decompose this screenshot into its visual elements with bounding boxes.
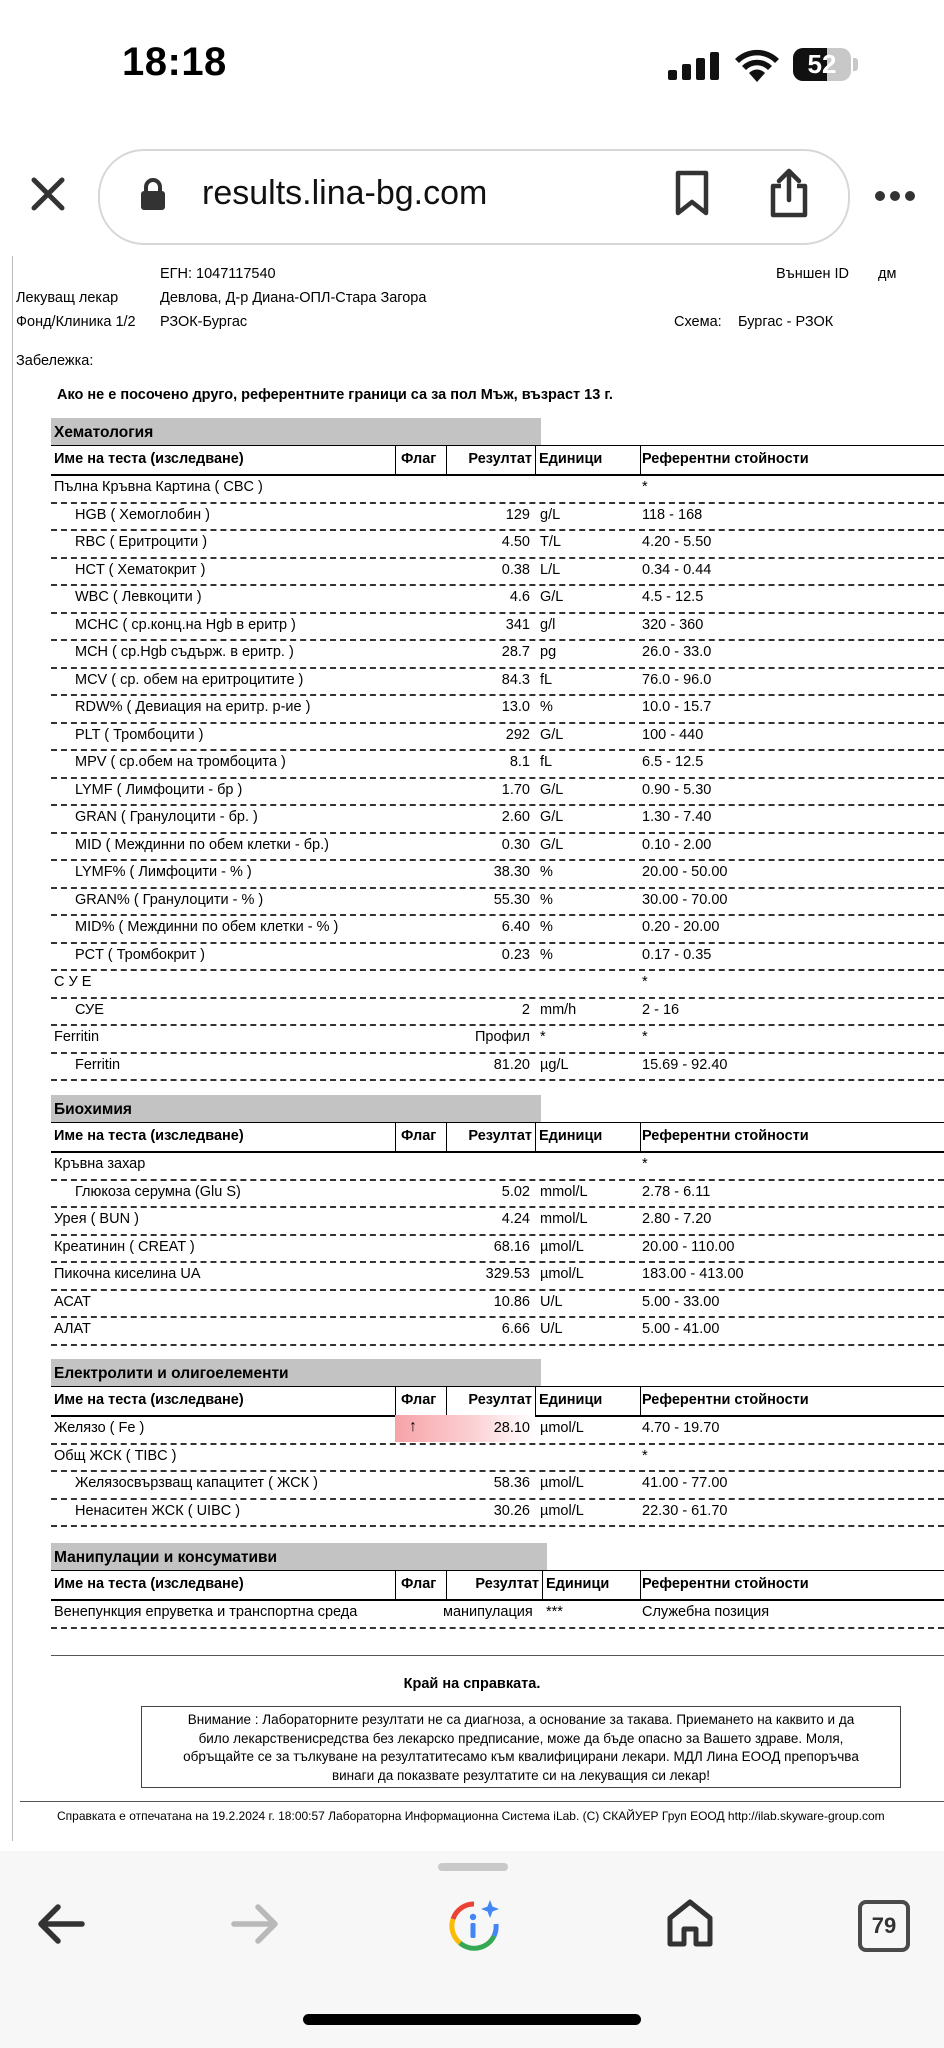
reference-range: 1.30 - 7.40 (642, 809, 712, 825)
section-title: Хематология (51, 418, 541, 445)
note-label: Забележка: (16, 353, 94, 369)
test-name: АЛАТ (54, 1321, 91, 1337)
battery-level: 52 (807, 49, 837, 79)
header-result: Резултат (475, 1576, 539, 1592)
reference-range: 76.0 - 96.0 (642, 671, 712, 688)
print-divider (20, 1801, 944, 1802)
table-row (51, 667, 944, 697)
unit-value: U/L (540, 1293, 563, 1310)
result-value: 8.1 (509, 754, 530, 770)
test-name: MID% ( Междинни по обем клетки - % ) (75, 919, 339, 935)
reference-range: * (642, 1029, 648, 1045)
column-divider (640, 446, 641, 474)
reference-range: 0.17 - 0.35 (642, 946, 712, 963)
reference-range: 15.69 - 92.40 (642, 1056, 728, 1073)
wifi-icon (734, 48, 780, 82)
table-row (51, 832, 944, 862)
reference-range: 4.20 - 5.50 (642, 534, 712, 550)
test-name: GRAN ( Гранулоцити - бр. ) (75, 809, 258, 825)
result-value: 13.0 (501, 699, 530, 715)
unit-value: G/L (540, 726, 564, 743)
unit-value: % (540, 864, 553, 880)
table-row (51, 474, 944, 504)
table-row (51, 722, 944, 752)
test-name: С У Е (54, 974, 92, 990)
header-result: Резултат (468, 1128, 532, 1144)
header-result: Резултат (468, 451, 532, 467)
header-name: Име на теста (изследване) (54, 1576, 244, 1592)
table-row (51, 1024, 944, 1054)
test-name: MPV ( ср.обем на тромбоцита ) (75, 754, 286, 770)
reference-note: Ако не е посочено друго, референтните граници са за пол Мъж, възраст 13 г. (57, 387, 613, 403)
scheme-label: Схема: (674, 314, 722, 330)
cellular-signal-icon (668, 52, 720, 80)
test-name: MCH ( ср.Hgb съдърж. в еритр. ) (75, 644, 294, 660)
tabs-count-button[interactable]: 79 (858, 1900, 910, 1952)
result-value: 0.30 (501, 836, 530, 853)
table-row (51, 639, 944, 669)
column-divider (535, 446, 536, 474)
header-reference: Референтни стойности (642, 1576, 809, 1592)
test-name: АСАТ (54, 1293, 91, 1310)
close-icon[interactable] (30, 176, 66, 212)
unit-value: µmol/L (540, 1238, 584, 1255)
table-row (51, 1151, 944, 1181)
column-divider (535, 1123, 536, 1151)
reference-range: 20.00 - 110.00 (642, 1238, 735, 1255)
result-value: 58.36 (493, 1475, 530, 1491)
test-name: RDW% ( Девиация на еритр. р-ие ) (75, 699, 311, 715)
test-name: Пълна Кръвна Картина ( CBC ) (54, 479, 263, 495)
unit-value: U/L (540, 1321, 563, 1337)
table-row (51, 997, 944, 1027)
reference-range: 5.00 - 41.00 (642, 1321, 720, 1337)
unit-value: g/l (540, 616, 556, 633)
reference-range: 20.00 - 50.00 (642, 864, 728, 880)
table-row (51, 1179, 944, 1209)
test-name: Желязосвързващ капацитет ( ЖСК ) (75, 1475, 318, 1491)
reference-range: 100 - 440 (642, 726, 704, 743)
result-value: 28.10 (493, 1420, 530, 1436)
unit-value: µmol/L (540, 1420, 584, 1436)
header-name: Име на теста (изследване) (54, 451, 244, 467)
table-header (51, 445, 944, 476)
column-divider (395, 1123, 396, 1151)
test-name: MCV ( ср. обем на еритроцитите ) (75, 671, 304, 688)
result-value: 5.02 (501, 1183, 530, 1200)
table-row (51, 1415, 944, 1445)
column-divider (640, 1571, 641, 1599)
unit-value: % (540, 919, 553, 935)
end-of-report: Край на справката. (403, 1676, 541, 1692)
table-row (51, 694, 944, 724)
test-name: HGB ( Хемоглобин ) (75, 506, 211, 523)
table-row (51, 1470, 944, 1500)
table-row (51, 887, 944, 917)
test-name: Общ ЖСК ( TIBC ) (54, 1447, 177, 1464)
table-row (51, 942, 944, 972)
table-row (51, 969, 944, 999)
url-text[interactable]: results.lina-bg.com (202, 174, 488, 212)
header-reference: Референтни стойности (642, 451, 809, 467)
warning-line: Внимание : Лабораторните резултати не са диагноза, а основание за такава. Приемането на каквито и да (187, 1712, 855, 1727)
unit-value: mmol/L (540, 1183, 588, 1200)
result-value: 4.50 (501, 534, 530, 550)
reference-range: 10.0 - 15.7 (642, 699, 712, 715)
column-divider (640, 1387, 641, 1415)
table-row (51, 749, 944, 779)
warning-line: било лекарственисредства без лекарско предписание, може да бъде опасно за Вашето здраве. Моля, (198, 1730, 844, 1746)
header-flag: Флаг (401, 1128, 437, 1144)
test-name: Кръвна захар (54, 1156, 146, 1172)
test-name: Пикочна киселина UA (54, 1266, 201, 1282)
scheme-value: Бургас - РЗОК (738, 314, 834, 330)
header-units: Единици (539, 451, 603, 467)
table-row (51, 502, 944, 532)
warning-line: обръщайте се за тълкуване на резултатитесамо към квалифицирани лекари. МДЛ Лина ЕООД препоръчва (183, 1749, 859, 1764)
result-value: 4.24 (501, 1211, 530, 1227)
result-value: 55.30 (493, 891, 530, 908)
table-row (51, 804, 944, 834)
table-row (51, 529, 944, 559)
unit-value: % (540, 946, 553, 963)
table-row (51, 1052, 944, 1082)
reference-range: * (642, 974, 648, 990)
home-icon[interactable] (666, 1898, 714, 1948)
bookmark-icon[interactable] (674, 170, 710, 216)
external-id-value: дм (878, 266, 897, 282)
column-divider (446, 446, 447, 474)
reference-range: * (642, 479, 648, 495)
reference-range: Служебна позиция (642, 1604, 770, 1620)
result-value: 341 (505, 616, 530, 633)
test-name: PLT ( Тромбоцити ) (75, 726, 204, 743)
unit-value: G/L (540, 809, 564, 825)
reference-range: 0.90 - 5.30 (642, 781, 712, 798)
unit-value: mmol/L (540, 1211, 588, 1227)
reference-range: * (642, 1156, 648, 1172)
header-name: Име на теста (изследване) (54, 1392, 244, 1408)
result-value: 38.30 (493, 864, 530, 880)
column-divider (535, 1387, 536, 1415)
unit-value: µmol/L (540, 1266, 584, 1282)
table-row (51, 1289, 944, 1319)
doctor-label: Лекуващ лекар (16, 290, 119, 306)
unit-value: % (540, 699, 553, 715)
warning-box (141, 1706, 901, 1788)
battery-icon (793, 48, 851, 81)
header-flag: Флаг (401, 1576, 437, 1592)
result-value: манипулация (443, 1604, 533, 1620)
header-units: Единици (539, 1128, 603, 1144)
header-result: Резултат (468, 1392, 532, 1408)
result-value: 1.70 (501, 781, 530, 798)
test-name: HCT ( Хематокрит ) (75, 561, 206, 578)
test-name: Урея ( BUN ) (54, 1211, 139, 1227)
table-row (51, 1261, 944, 1291)
result-value: 329.53 (485, 1266, 530, 1282)
reference-range: 22.30 - 61.70 (642, 1502, 728, 1519)
flag-up-arrow: ↑ (409, 1418, 417, 1435)
section-title: Биохимия (51, 1095, 541, 1122)
unit-value: pg (540, 644, 557, 660)
column-divider (395, 446, 396, 474)
table-header (51, 1570, 944, 1601)
test-name: Желязо ( Fe ) (54, 1420, 145, 1436)
header-units: Единици (539, 1392, 603, 1408)
test-name: RBC ( Еритроцити ) (75, 534, 208, 550)
back-arrow-icon[interactable] (36, 1903, 86, 1945)
reference-range: * (642, 1447, 648, 1464)
table-row (51, 1316, 944, 1346)
column-divider (446, 1571, 447, 1599)
test-name: Креатинин ( CREAT ) (54, 1238, 195, 1255)
reference-range: 0.34 - 0.44 (642, 561, 712, 578)
reference-range: 2 - 16 (642, 1001, 680, 1018)
reference-range: 2.80 - 7.20 (642, 1211, 712, 1227)
result-value: 81.20 (493, 1056, 530, 1073)
reference-range: 41.00 - 77.00 (642, 1475, 728, 1491)
result-value: 6.66 (501, 1321, 530, 1337)
unit-value: *** (546, 1604, 563, 1620)
test-name: СУЕ (75, 1001, 104, 1018)
unit-value: fL (540, 671, 553, 688)
result-value: 6.40 (501, 919, 530, 935)
result-value: 2.60 (501, 809, 530, 825)
share-icon[interactable] (768, 168, 810, 218)
result-value: 2 (521, 1001, 530, 1018)
table-row (51, 584, 944, 614)
test-name: MCHC ( ср.конц.на Hgb в еритр ) (75, 616, 296, 633)
unit-value: g/L (540, 506, 561, 523)
lab-report (0, 256, 944, 1851)
unit-value: % (540, 891, 553, 908)
table-row (51, 1443, 944, 1473)
test-name: LYMF ( Лимфоцити - бр ) (75, 781, 243, 798)
test-name: Глюкоза серумна (Glu S) (75, 1183, 241, 1200)
unit-value: µg/L (540, 1056, 569, 1073)
result-value: 0.38 (501, 561, 530, 578)
more-options-icon[interactable] (874, 190, 916, 202)
result-value: 30.26 (493, 1502, 530, 1519)
result-value: 10.86 (493, 1293, 530, 1310)
result-value: 84.3 (501, 671, 530, 688)
end-divider (51, 1655, 944, 1656)
header-flag: Флаг (401, 1392, 437, 1408)
column-divider (395, 1387, 396, 1415)
test-name: Ferritin (75, 1056, 121, 1073)
battery-nub (853, 58, 858, 71)
unit-value: T/L (540, 534, 561, 550)
unit-value: µmol/L (540, 1475, 584, 1491)
table-row (51, 1498, 944, 1528)
home-indicator[interactable] (303, 2014, 641, 2025)
reference-range: 4.70 - 19.70 (642, 1420, 720, 1436)
unit-value: G/L (540, 836, 564, 853)
test-name: Ferritin (54, 1029, 100, 1045)
google-lens-icon[interactable] (446, 1898, 502, 1954)
table-row (51, 777, 944, 807)
header-flag: Флаг (401, 451, 437, 467)
result-value: 68.16 (493, 1238, 530, 1255)
header-reference: Референтни стойности (642, 1128, 809, 1144)
section-title: Електролити и олигоелементи (51, 1359, 541, 1386)
table-row (51, 859, 944, 889)
reference-range: 26.0 - 33.0 (642, 644, 712, 660)
unit-value: G/L (540, 781, 564, 798)
table-row (51, 1234, 944, 1264)
unit-value: * (540, 1029, 546, 1045)
patient-egn: ЕГН: 1047117540 (160, 266, 276, 282)
reference-range: 0.20 - 20.00 (642, 919, 720, 935)
reference-range: 320 - 360 (642, 616, 704, 633)
header-units: Единици (546, 1576, 610, 1592)
table-row (51, 612, 944, 642)
table-header (51, 1122, 944, 1153)
section-title: Манипулации и консумативи (51, 1543, 547, 1570)
fund-value: РЗОК-Бургас (160, 314, 248, 330)
column-divider (542, 1571, 543, 1599)
table-row (51, 1206, 944, 1236)
status-time: 18:18 (122, 40, 227, 84)
column-divider (446, 1123, 447, 1151)
print-info: Справката е отпечатана на 19.2.2024 г. 18:00:57 Лабораторна Информационна Система iLab. (C) СКАЙУЕР Груп ЕООД http://ilab.skyware-group.com (57, 1809, 885, 1823)
test-name: Венепункция епруветка и транспортна среда (54, 1604, 358, 1620)
external-id-label: Външен ID (776, 266, 849, 282)
result-value: 129 (505, 506, 530, 523)
column-divider (446, 1387, 447, 1415)
unit-value: mm/h (540, 1001, 577, 1018)
unit-value: L/L (540, 561, 561, 578)
header-name: Име на теста (изследване) (54, 1128, 244, 1144)
test-name: Ненаситен ЖСК ( UIBC ) (75, 1502, 241, 1519)
test-name: LYMF% ( Лимфоцити - % ) (75, 864, 252, 880)
reference-range: 4.5 - 12.5 (642, 589, 704, 605)
reference-range: 183.00 - 413.00 (642, 1266, 744, 1282)
table-header (51, 1386, 944, 1417)
reference-range: 2.78 - 6.11 (642, 1183, 711, 1200)
reference-range: 5.00 - 33.00 (642, 1293, 720, 1310)
page-edge (12, 256, 13, 1841)
test-name: WBC ( Левкоцити ) (75, 589, 202, 605)
result-value: 0.23 (501, 946, 530, 963)
column-divider (640, 1123, 641, 1151)
reference-range: 0.10 - 2.00 (642, 836, 712, 853)
test-name: MID ( Междинни по обем клетки - бр.) (75, 836, 329, 853)
result-value: 292 (505, 726, 530, 743)
unit-value: µmol/L (540, 1502, 584, 1519)
lock-icon (140, 177, 166, 211)
unit-value: fL (540, 754, 553, 770)
result-value: Профил (474, 1029, 530, 1045)
test-name: PCT ( Тромбокрит ) (75, 946, 205, 963)
result-value: 28.7 (501, 644, 530, 660)
reference-range: 118 - 168 (642, 506, 703, 523)
forward-arrow-icon[interactable] (230, 1903, 280, 1945)
doctor-value: Девлова, Д-р Диана-ОПЛ-Стара Загора (160, 290, 427, 306)
table-row (51, 557, 944, 587)
table-row (51, 914, 944, 944)
toolbar-handle[interactable] (438, 1863, 508, 1871)
table-row (51, 1599, 944, 1629)
result-value: 4.6 (509, 589, 530, 605)
fund-label: Фонд/Клиника 1/2 (16, 314, 136, 330)
header-reference: Референтни стойности (642, 1392, 809, 1408)
reference-range: 30.00 - 70.00 (642, 891, 728, 908)
column-divider (395, 1571, 396, 1599)
unit-value: G/L (540, 589, 564, 605)
test-name: GRAN% ( Гранулоцити - % ) (75, 891, 264, 908)
reference-range: 6.5 - 12.5 (642, 754, 704, 770)
warning-line: винаги да показвате резултатите си на лекуващия си лекар! (331, 1767, 711, 1783)
